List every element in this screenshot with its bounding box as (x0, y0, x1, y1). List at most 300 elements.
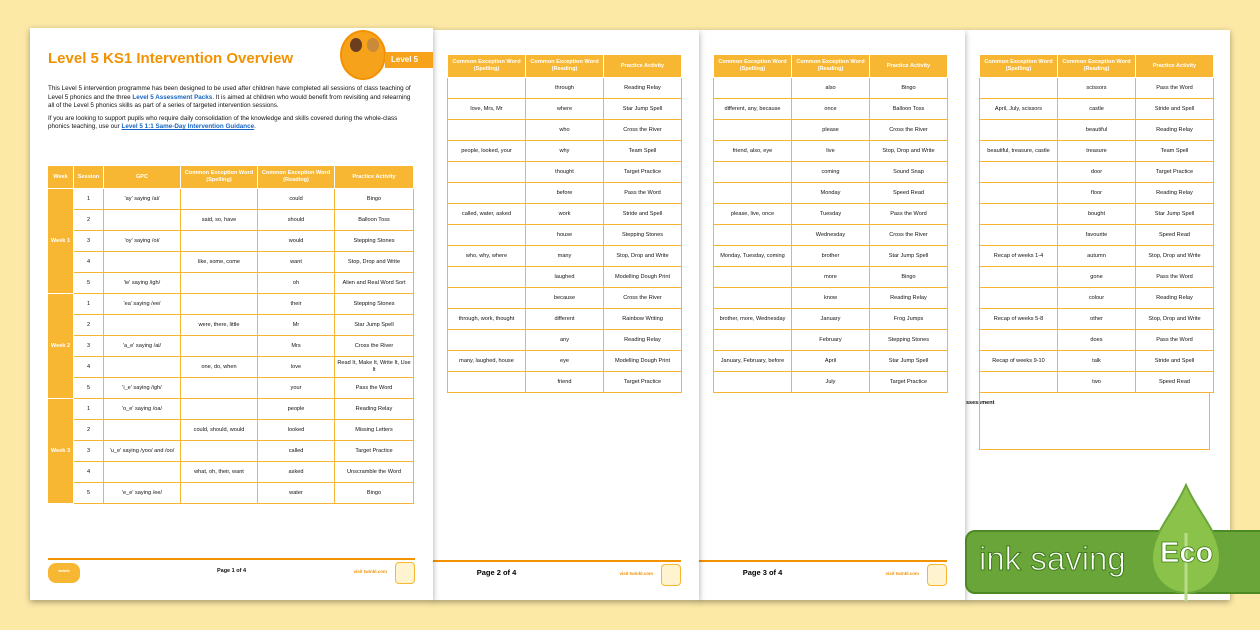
gpc-cell (104, 357, 181, 378)
reading-word-cell: who (526, 120, 604, 141)
reading-word-cell: your (258, 378, 335, 399)
practice-activity-cell: Balloon Toss (870, 99, 948, 120)
table-row (448, 78, 682, 99)
reading-word-cell: oh (258, 273, 335, 294)
intro-paragraph-2: If you are looking to support pupils who require daily consolidation of the knowledge and skills covered during the whole-class phonics teaching, use our (48, 114, 398, 131)
spelling-words-cell: brother, more, Wednesday (714, 309, 792, 330)
table-row (980, 225, 1214, 246)
practice-activity-cell: Read It, Make It, Write It, Use It (335, 357, 414, 378)
reading-word-cell: two (1058, 372, 1136, 393)
intro-paragraph-2-end: . (254, 123, 256, 131)
table-row (48, 399, 414, 420)
reading-word-cell: because (526, 288, 604, 309)
reading-word-cell: before (526, 183, 604, 204)
gpc-cell: 'ay' saying /ai/ (104, 189, 181, 210)
table-row (980, 246, 1214, 267)
practice-activity-cell: Reading Relay (1136, 183, 1214, 204)
session-number: 3 (74, 441, 104, 462)
column-header: Practice Activity (1136, 55, 1214, 78)
children-mascot-illustration (340, 30, 386, 80)
same-day-guidance-link[interactable]: Level 5 1:1 Same-Day Intervention Guidance (121, 123, 255, 131)
practice-activity-cell: Sound Snap (870, 162, 948, 183)
table-row (980, 99, 1214, 120)
spelling-words-cell (181, 378, 258, 399)
reading-word-cell: Monday (792, 183, 870, 204)
table-row (980, 162, 1214, 183)
spelling-words-cell: like, some, come (181, 252, 258, 273)
practice-activity-cell: Pass the Word (604, 183, 682, 204)
spelling-words-cell (448, 183, 526, 204)
reading-word-cell: door (1058, 162, 1136, 183)
practice-activity-cell: Reading Relay (1136, 288, 1214, 309)
ink-saving-label: ink saving (979, 540, 1126, 577)
column-header: Practice Activity (870, 55, 948, 78)
reading-word-cell: different (526, 309, 604, 330)
reading-word-cell: Wednesday (792, 225, 870, 246)
intervention-table-page-2 (447, 54, 682, 393)
reading-word-cell: thought (526, 162, 604, 183)
spelling-words-cell (980, 330, 1058, 351)
twinkl-phonics-logo: twinkl (48, 563, 80, 583)
table-row (714, 330, 948, 351)
column-header: GPC (104, 166, 181, 189)
spelling-words-cell: Recap of weeks 5-8 (980, 309, 1058, 330)
assessment-text-fragment: ssessment (966, 400, 995, 406)
reading-word-cell: want (258, 252, 335, 273)
spelling-words-cell (714, 267, 792, 288)
practice-activity-cell: Cross the River (870, 120, 948, 141)
week-label: Week 2 (48, 294, 74, 399)
table-row (980, 288, 1214, 309)
session-number: 1 (74, 399, 104, 420)
session-number: 2 (74, 420, 104, 441)
table-row (714, 288, 948, 309)
practice-activity-cell: Reading Relay (870, 288, 948, 309)
practice-activity-cell: Stop, Drop and Write (604, 246, 682, 267)
table-row (714, 246, 948, 267)
practice-activity-cell: Target Practice (604, 372, 682, 393)
session-number: 4 (74, 357, 104, 378)
intervention-table-page-4 (979, 54, 1214, 393)
spelling-words-cell: could, should, would (181, 420, 258, 441)
spelling-words-cell: said, so, have (181, 210, 258, 231)
table-row (714, 204, 948, 225)
spelling-words-cell: who, why, where (448, 246, 526, 267)
spelling-words-cell (448, 225, 526, 246)
quality-badge-icon (661, 564, 681, 586)
spelling-words-cell (181, 273, 258, 294)
gpc-cell: 'o_e' saying /oa/ (104, 399, 181, 420)
reading-word-cell: laughed (526, 267, 604, 288)
practice-activity-cell: Reading Relay (1136, 120, 1214, 141)
spelling-words-cell (181, 483, 258, 504)
gpc-cell: 'ea' saying /ee/ (104, 294, 181, 315)
spelling-words-cell (980, 204, 1058, 225)
reading-word-cell: their (258, 294, 335, 315)
reading-word-cell: castle (1058, 99, 1136, 120)
spelling-words-cell (448, 288, 526, 309)
reading-word-cell: floor (1058, 183, 1136, 204)
practice-activity-cell: Star Jump Spell (335, 315, 414, 336)
table-row (714, 309, 948, 330)
practice-activity-cell: Bingo (870, 267, 948, 288)
table-row (980, 183, 1214, 204)
column-header: Common Exception Word (Spelling) (448, 55, 526, 78)
reading-word-cell: brother (792, 246, 870, 267)
spelling-words-cell (980, 162, 1058, 183)
practice-activity-cell: Stepping Stones (870, 330, 948, 351)
practice-activity-cell: Stop, Drop and Write (870, 141, 948, 162)
reading-word-cell: looked (258, 420, 335, 441)
practice-activity-cell: Stop, Drop and Write (1136, 309, 1214, 330)
spelling-words-cell (448, 330, 526, 351)
reading-word-cell: any (526, 330, 604, 351)
practice-activity-cell: Stepping Stones (335, 231, 414, 252)
reading-word-cell: more (792, 267, 870, 288)
practice-activity-cell: Balloon Toss (335, 210, 414, 231)
practice-activity-cell: Target Practice (1136, 162, 1214, 183)
assessment-packs-link[interactable]: Level 5 Assessment Packs (132, 93, 213, 101)
reading-word-cell: autumn (1058, 246, 1136, 267)
spelling-words-cell (448, 267, 526, 288)
practice-activity-cell: Speed Read (1136, 372, 1214, 393)
reading-word-cell: please (792, 120, 870, 141)
reading-word-cell: why (526, 141, 604, 162)
table-row (980, 309, 1214, 330)
reading-word-cell: gone (1058, 267, 1136, 288)
spelling-words-cell (980, 267, 1058, 288)
table-row (448, 267, 682, 288)
practice-activity-cell: Cross the River (604, 288, 682, 309)
footer-url[interactable]: visit twinkl.com (619, 571, 653, 576)
reading-word-cell: other (1058, 309, 1136, 330)
table-row (448, 141, 682, 162)
table-row (980, 141, 1214, 162)
quality-badge-icon (395, 562, 415, 584)
spelling-words-cell (980, 78, 1058, 99)
table-row (714, 183, 948, 204)
page-title: Level 5 KS1 Intervention Overview (48, 50, 294, 67)
spelling-words-cell (714, 78, 792, 99)
spelling-words-cell (448, 372, 526, 393)
column-header: Common Exception Word (Spelling) (980, 55, 1058, 78)
gpc-cell: 'u_e' saying /yoo/ and /oo/ (104, 441, 181, 462)
spelling-words-cell (714, 225, 792, 246)
table-row (448, 288, 682, 309)
practice-activity-cell: Alien and Real Word Sort (335, 273, 414, 294)
reading-word-cell: treasure (1058, 141, 1136, 162)
spelling-words-cell: Recap of weeks 1-4 (980, 246, 1058, 267)
page-number: Page 1 of 4 (216, 568, 247, 574)
reading-word-cell: bought (1058, 204, 1136, 225)
table-row (714, 162, 948, 183)
table-row (448, 162, 682, 183)
table-row (448, 309, 682, 330)
practice-activity-cell: Pass the Word (1136, 330, 1214, 351)
table-row (48, 483, 414, 504)
table-row (448, 351, 682, 372)
table-row (714, 351, 948, 372)
table-row (48, 231, 414, 252)
practice-activity-cell: Reading Relay (604, 78, 682, 99)
reading-word-cell: should (258, 210, 335, 231)
reading-word-cell: does (1058, 330, 1136, 351)
table-row (714, 372, 948, 393)
practice-activity-cell: Target Practice (604, 162, 682, 183)
document-page-1 (30, 28, 433, 600)
eco-label: Eco (1160, 537, 1214, 569)
spelling-words-cell: through, work, thought (448, 309, 526, 330)
table-row (980, 372, 1214, 393)
page-number: Page 2 of 4 (476, 568, 517, 577)
gpc-cell: 'oy' saying /oi/ (104, 231, 181, 252)
practice-activity-cell: Stride and Spell (604, 204, 682, 225)
table-row (448, 204, 682, 225)
spelling-words-cell (714, 330, 792, 351)
reading-word-cell: asked (258, 462, 335, 483)
reading-word-cell: called (258, 441, 335, 462)
practice-activity-cell: Cross the River (335, 336, 414, 357)
reading-word-cell: love (258, 357, 335, 378)
table-row (48, 273, 414, 294)
reading-word-cell: coming (792, 162, 870, 183)
spelling-words-cell (448, 78, 526, 99)
practice-activity-cell: Speed Read (1136, 225, 1214, 246)
gpc-cell: 'e_e' saying /ee/ (104, 483, 181, 504)
reading-word-cell: know (792, 288, 870, 309)
spelling-words-cell: people, looked, your (448, 141, 526, 162)
spelling-words-cell (980, 183, 1058, 204)
spelling-words-cell: called, water, asked (448, 204, 526, 225)
spelling-words-cell (448, 120, 526, 141)
table-row (714, 99, 948, 120)
session-number: 4 (74, 252, 104, 273)
spelling-words-cell (181, 189, 258, 210)
reading-word-cell: many (526, 246, 604, 267)
practice-activity-cell: Pass the Word (870, 204, 948, 225)
intro-paragraph-1: This Level 5 intervention programme has been designed to be used after children have completed all sessions of class teaching of Level 5 phonics and the three (48, 85, 411, 101)
reading-word-cell: would (258, 231, 335, 252)
practice-activity-cell: Stepping Stones (335, 294, 414, 315)
table-row (48, 252, 414, 273)
session-number: 3 (74, 336, 104, 357)
table-row (48, 462, 414, 483)
reading-word-cell: April (792, 351, 870, 372)
table-row (448, 246, 682, 267)
practice-activity-cell: Stride and Spell (1136, 99, 1214, 120)
reading-word-cell: Mrs (258, 336, 335, 357)
spelling-words-cell (980, 120, 1058, 141)
spelling-words-cell: beautiful, treasure, castle (980, 141, 1058, 162)
spelling-words-cell (714, 120, 792, 141)
practice-activity-cell: Star Jump Spell (604, 99, 682, 120)
column-header: Common Exception Word (Spelling) (714, 55, 792, 78)
practice-activity-cell: Bingo (335, 483, 414, 504)
reading-word-cell: could (258, 189, 335, 210)
reading-word-cell: July (792, 372, 870, 393)
reading-word-cell: scissors (1058, 78, 1136, 99)
spelling-words-cell (714, 372, 792, 393)
table-row (980, 330, 1214, 351)
reading-word-cell: February (792, 330, 870, 351)
spelling-words-cell: love, Mrs, Mr (448, 99, 526, 120)
table-row (448, 183, 682, 204)
table-row (48, 210, 414, 231)
column-header: Common Exception Word (Reading) (792, 55, 870, 78)
table-row (48, 315, 414, 336)
reading-word-cell: Mr (258, 315, 335, 336)
session-number: 2 (74, 315, 104, 336)
page-footer (698, 560, 947, 590)
table-row (980, 351, 1214, 372)
session-number: 5 (74, 378, 104, 399)
spelling-words-cell: one, do, when (181, 357, 258, 378)
practice-activity-cell: Pass the Word (1136, 267, 1214, 288)
gpc-cell: 'ie' saying /igh/ (104, 273, 181, 294)
reading-word-cell: work (526, 204, 604, 225)
practice-activity-cell: Stop, Drop and Write (1136, 246, 1214, 267)
footer-url[interactable]: visit twinkl.com (885, 571, 919, 576)
practice-activity-cell: Reading Relay (604, 330, 682, 351)
table-row (980, 78, 1214, 99)
session-number: 5 (74, 483, 104, 504)
practice-activity-cell: Unscramble the Word (335, 462, 414, 483)
intro-text (48, 85, 418, 136)
table-row (448, 120, 682, 141)
spelling-words-cell: April, July, scissors (980, 99, 1058, 120)
reading-word-cell: Tuesday (792, 204, 870, 225)
spelling-words-cell: were, there, little (181, 315, 258, 336)
spelling-words-cell: what, oh, their, want (181, 462, 258, 483)
spelling-words-cell: different, any, because (714, 99, 792, 120)
table-row (714, 141, 948, 162)
table-row (48, 189, 414, 210)
practice-activity-cell: Missing Letters (335, 420, 414, 441)
column-header: Session (74, 166, 104, 189)
spelling-words-cell (181, 336, 258, 357)
reading-word-cell: once (792, 99, 870, 120)
spelling-words-cell (980, 372, 1058, 393)
reading-word-cell: where (526, 99, 604, 120)
document-page-2 (432, 30, 699, 600)
spelling-words-cell: Monday, Tuesday, coming (714, 246, 792, 267)
table-row (714, 267, 948, 288)
practice-activity-cell: Target Practice (870, 372, 948, 393)
week-label: Week 1 (48, 189, 74, 294)
reading-word-cell: January (792, 309, 870, 330)
document-page-3 (698, 30, 965, 600)
reading-word-cell: also (792, 78, 870, 99)
spelling-words-cell: many, laughed, house (448, 351, 526, 372)
reading-word-cell: live (792, 141, 870, 162)
practice-activity-cell: Pass the Word (335, 378, 414, 399)
column-header: Practice Activity (604, 55, 682, 78)
reading-word-cell: colour (1058, 288, 1136, 309)
table-row (980, 120, 1214, 141)
page-footer (48, 558, 415, 588)
practice-activity-cell: Team Spell (604, 141, 682, 162)
gpc-cell: 'a_e' saying /ai/ (104, 336, 181, 357)
table-row (714, 78, 948, 99)
reading-word-cell: friend (526, 372, 604, 393)
practice-activity-cell: Modelling Dough Print (604, 267, 682, 288)
intro-paragraph-1-end: . It is aimed at children who would benefit from revisiting and relearning all of the Level 5 phonics skills as part of a series of targeted intervention sessions. (48, 93, 411, 110)
practice-activity-cell: Stride and Spell (1136, 351, 1214, 372)
practice-activity-cell: Rainbow Writing (604, 309, 682, 330)
gpc-cell (104, 210, 181, 231)
table-row (48, 294, 414, 315)
gpc-cell (104, 315, 181, 336)
practice-activity-cell: Frog Jumps (870, 309, 948, 330)
reading-word-cell: people (258, 399, 335, 420)
spelling-words-cell: January, February, before (714, 351, 792, 372)
practice-activity-cell: Bingo (870, 78, 948, 99)
practice-activity-cell: Reading Relay (335, 399, 414, 420)
practice-activity-cell: Star Jump Spell (1136, 204, 1214, 225)
table-row (448, 99, 682, 120)
column-header: Common Exception Word (Reading) (526, 55, 604, 78)
table-row (714, 120, 948, 141)
spelling-words-cell (181, 294, 258, 315)
session-number: 2 (74, 210, 104, 231)
practice-activity-cell: Speed Read (870, 183, 948, 204)
column-header: Common Exception Word (Reading) (258, 166, 335, 189)
spelling-words-cell: Recap of weeks 9-10 (980, 351, 1058, 372)
reading-word-cell: water (258, 483, 335, 504)
spelling-words-cell (181, 399, 258, 420)
table-row (48, 420, 414, 441)
reading-word-cell: favourite (1058, 225, 1136, 246)
column-header: Common Exception Word (Spelling) (181, 166, 258, 189)
practice-activity-cell: Cross the River (870, 225, 948, 246)
table-row (48, 357, 414, 378)
reading-word-cell: through (526, 78, 604, 99)
practice-activity-cell: Bingo (335, 189, 414, 210)
reading-word-cell: beautiful (1058, 120, 1136, 141)
spelling-words-cell (714, 288, 792, 309)
column-header: Practice Activity (335, 166, 414, 189)
level-tab: Level 5 (385, 52, 433, 68)
reading-word-cell: talk (1058, 351, 1136, 372)
footer-url[interactable]: visit twinkl.com (353, 569, 387, 574)
quality-badge-icon (927, 564, 947, 586)
practice-activity-cell: Stop, Drop and Write (335, 252, 414, 273)
gpc-cell (104, 420, 181, 441)
gpc-cell: 'i_e' saying /igh/ (104, 378, 181, 399)
session-number: 3 (74, 231, 104, 252)
assessment-box (979, 393, 1210, 450)
spelling-words-cell (181, 231, 258, 252)
table-row (980, 267, 1214, 288)
table-row (48, 378, 414, 399)
gpc-cell (104, 462, 181, 483)
week-label: Week 3 (48, 399, 74, 504)
gpc-cell (104, 252, 181, 273)
spelling-words-cell (980, 225, 1058, 246)
session-number: 4 (74, 462, 104, 483)
table-row (448, 372, 682, 393)
practice-activity-cell: Team Spell (1136, 141, 1214, 162)
spelling-words-cell (714, 162, 792, 183)
spelling-words-cell (714, 183, 792, 204)
table-row (980, 204, 1214, 225)
session-number: 1 (74, 189, 104, 210)
page-footer (432, 560, 681, 590)
intervention-table-page-1 (47, 165, 414, 504)
page-number: Page 3 of 4 (742, 568, 783, 577)
table-row (448, 330, 682, 351)
spelling-words-cell: friend, also, eye (714, 141, 792, 162)
